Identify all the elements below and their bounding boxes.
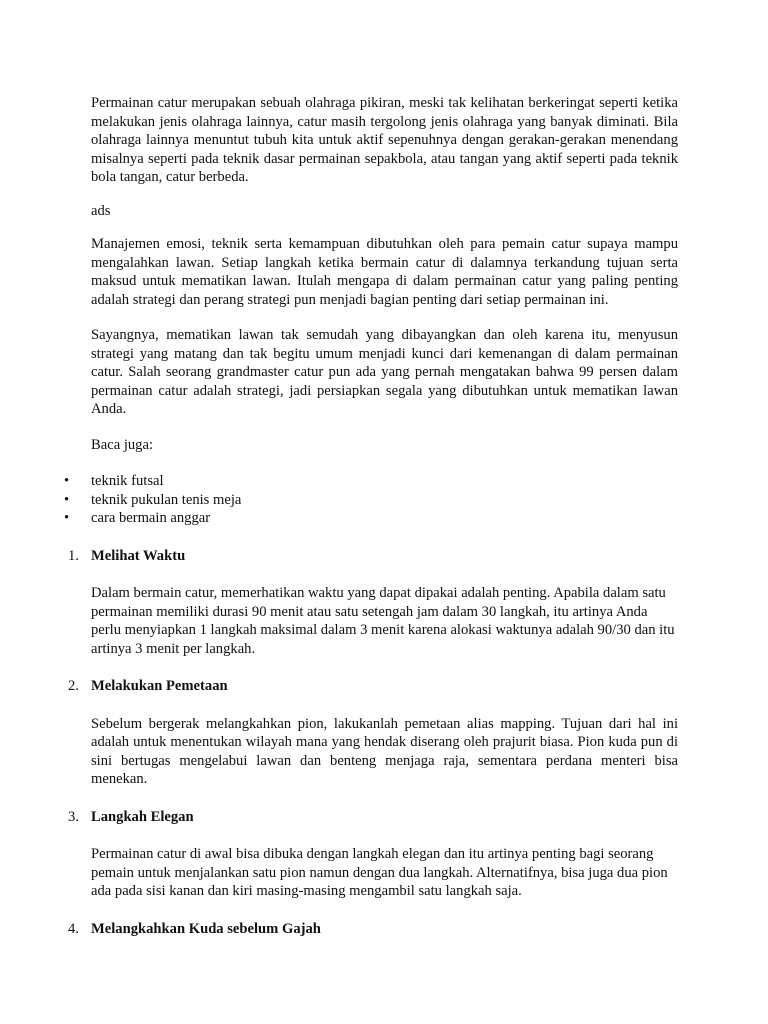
section-heading: [68, 677, 678, 696]
section-number: 1.: [68, 547, 79, 564]
section-heading: [68, 808, 678, 827]
ads-label: ads: [91, 202, 111, 219]
list-item[interactable]: [64, 491, 678, 510]
related-link[interactable]: cara bermain anggar: [91, 510, 211, 526]
baca-juga-label: Baca juga:: [91, 436, 153, 453]
section-title: Melangkahkan Kuda sebelum Gajah: [91, 920, 321, 937]
section-body: Sebelum bergerak melangkahkan pion, lakukanlah pemetaan alias mapping. Tujuan dari hal ini adalah untuk menentukan wilayah mana yang hendak diserang oleh prajurit biasa. Pion kuda pun di sini bertugas mengelabui lawan dan benteng menjaga raja, sementara perdana menteri bisa menekan.: [91, 715, 678, 787]
related-links-list: [64, 472, 678, 528]
related-link[interactable]: teknik pukulan tenis meja: [91, 491, 242, 508]
section-heading: [68, 547, 678, 566]
paragraph-strategy: Manajemen emosi, teknik serta kemampuan dibutuhkan oleh para pemain catur supaya mampu mengalahkan lawan. Setiap langkah ketika bermain catur di dalamnya terkandung tujuan serta maksud untuk mematikan lawan. Itulah mengapa di dalam permainan catur yang paling penting adalah strategi dan perang strategi pun menjadi bagian penting dari setiap permainan ini.: [91, 236, 678, 308]
section-heading: [68, 920, 678, 939]
section-number: 4.: [68, 920, 79, 937]
bullet-icon: •: [64, 510, 70, 526]
bullet-icon: •: [64, 473, 70, 489]
intro-paragraph: Permainan catur merupakan sebuah olahraga pikiran, meski tak kelihatan berkeringat seperti ketika melakukan jenis olahraga lainnya, catur masih tergolong jenis olahraga yang banyak diminati. Bila olahraga lainnya menuntut tubuh kita untuk aktif sepenuhnya dengan gerakan-gerakan menendang misalnya seperti pada teknik dasar permainan sepakbola, atau tangan yang aktif seperti pada teknik bola tangan, catur berbeda.: [91, 95, 678, 185]
section-body: Dalam bermain catur, memerhatikan waktu yang dapat dipakai adalah penting. Apabila dalam satu permainan memiliki durasi 90 menit atau satu setengah jam dalam 30 langkah, itu artinya Anda perlu menyiapkan 1 langkah maksimal dalam 3 menit karena alokasi waktunya adalah 90/30 dan itu artinya 3 menit per langkah.: [91, 585, 675, 657]
list-item[interactable]: [64, 472, 678, 491]
document-body: [64, 94, 678, 938]
bullet-icon: •: [64, 491, 70, 508]
list-item[interactable]: [64, 509, 678, 528]
section-title: Melihat Waktu: [91, 547, 186, 564]
section-body: Permainan catur di awal bisa dibuka dengan langkah elegan dan itu artinya penting bagi seorang pemain untuk menjalankan satu pion namun dengan dua langkah. Alternatifnya, bisa juga dua pion ada pada sisi kanan dan kiri masing-masing mengambil satu langkah saja.: [91, 846, 668, 899]
section-number: 2.: [68, 678, 79, 694]
section-title: Langkah Elegan: [91, 808, 194, 825]
related-link[interactable]: teknik futsal: [91, 473, 164, 489]
section-title: Melakukan Pemetaan: [91, 678, 228, 694]
paragraph-grandmaster: Sayangnya, mematikan lawan tak semudah yang dibayangkan dan oleh karena itu, menyusun strategi yang matang dan tak begitu umum menjadi kunci dari kemenangan di dalam permainan catur. Salah seorang grandmaster catur pun ada yang pernah mengatakan bahwa 99 persen dalam permainan catur adalah strategi, jadi persiapkan segala yang dibutuhkan untuk mematikan lawan Anda.: [91, 327, 678, 417]
section-number: 3.: [68, 808, 79, 825]
